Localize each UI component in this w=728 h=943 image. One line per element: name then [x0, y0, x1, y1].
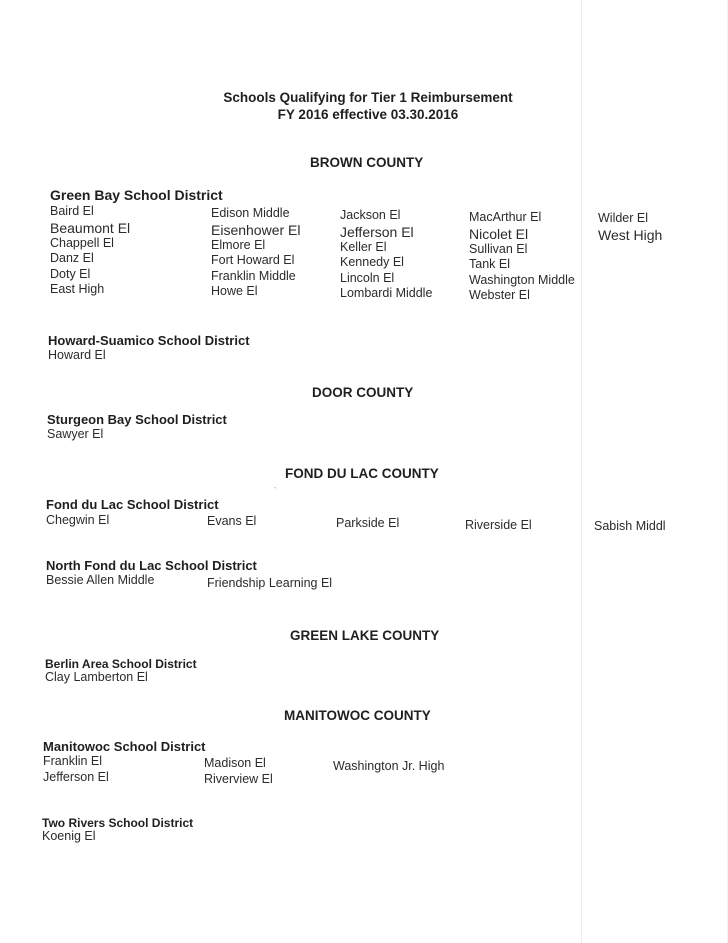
- school-name: Howard El: [48, 348, 106, 362]
- school-name: Franklin El: [43, 754, 103, 768]
- school-name: Wilder El: [598, 211, 649, 225]
- green-bay-column-1: [50, 204, 130, 298]
- document-title: Schools Qualifying for Tier 1 Reimbursement: [223, 90, 513, 105]
- green-bay-column-4: [469, 210, 575, 304]
- school-name: Tank El: [469, 257, 510, 272]
- school-name: Elmore El: [211, 237, 266, 252]
- district-howard-suamico: Howard-Suamico School District: [48, 333, 250, 348]
- green-bay-column-2: [211, 206, 301, 300]
- document-subtitle: FY 2016 effective 03.30.2016: [277, 107, 459, 122]
- school-name: Lincoln El: [340, 270, 395, 285]
- school-name: Friendship Learning El: [207, 576, 333, 590]
- county-heading-fond-du-lac: FOND DU LAC COUNTY: [285, 466, 439, 481]
- school-name: Sabish Middl: [594, 519, 666, 533]
- school-name: Danz El: [50, 251, 94, 266]
- school-name: Koenig El: [42, 829, 96, 843]
- school-name: Doty El: [50, 266, 91, 281]
- school-name: Howe El: [211, 284, 258, 299]
- county-heading-manitowoc: MANITOWOC COUNTY: [284, 708, 431, 723]
- school-name: Sullivan El: [469, 241, 528, 256]
- school-name: Kennedy El: [340, 255, 404, 270]
- school-name: Eisenhower El: [211, 221, 301, 238]
- district-fond-du-lac: Fond du Lac School District: [46, 497, 219, 512]
- school-name: Keller El: [340, 239, 387, 254]
- school-name: Washington Jr. High: [333, 759, 445, 773]
- school-name: Nicolet El: [469, 225, 529, 242]
- school-name: Jefferson El: [340, 223, 414, 240]
- school-name: Clay Lamberton El: [45, 670, 148, 684]
- school-name: Chegwin El: [46, 513, 110, 527]
- school-name: Fort Howard El: [211, 253, 295, 268]
- green-bay-column-3: [340, 208, 432, 302]
- school-name: Riverside El: [465, 518, 532, 532]
- school-name: Baird El: [50, 204, 94, 218]
- school-name: Jackson El: [340, 208, 401, 222]
- school-name: Washington Middle: [469, 272, 575, 287]
- school-name: Evans El: [207, 514, 257, 528]
- county-heading-brown: BROWN COUNTY: [310, 155, 424, 170]
- school-name: West High: [598, 226, 663, 243]
- county-heading-green-lake: GREEN LAKE COUNTY: [290, 628, 440, 643]
- school-name: East High: [50, 282, 105, 297]
- district-two-rivers: Two Rivers School District: [42, 816, 194, 830]
- school-name: Chappell El: [50, 235, 114, 250]
- school-name: Beaumont El: [50, 219, 131, 236]
- school-name: Jefferson El: [43, 770, 109, 784]
- district-green-bay: Green Bay School District: [50, 187, 223, 203]
- school-name: Riverview El: [204, 772, 273, 786]
- district-berlin-area: Berlin Area School District: [45, 657, 197, 671]
- school-name: Madison El: [204, 756, 266, 770]
- county-heading-door: DOOR COUNTY: [312, 385, 414, 400]
- school-name: Franklin Middle: [211, 268, 296, 283]
- school-name: Webster El: [469, 288, 530, 303]
- page-edge-line: [581, 0, 582, 943]
- school-name: Parkside El: [336, 516, 400, 530]
- school-name: MacArthur El: [469, 210, 542, 224]
- district-manitowoc: Manitowoc School District: [43, 739, 206, 754]
- school-name: Edison Middle: [211, 206, 290, 220]
- district-sturgeon-bay: Sturgeon Bay School District: [47, 412, 227, 427]
- school-name: Bessie Allen Middle: [46, 573, 155, 587]
- green-bay-column-5: [598, 211, 662, 243]
- district-north-fond-du-lac: North Fond du Lac School District: [46, 558, 257, 573]
- school-name: Lombardi Middle: [340, 286, 433, 301]
- school-name: Sawyer El: [47, 427, 104, 441]
